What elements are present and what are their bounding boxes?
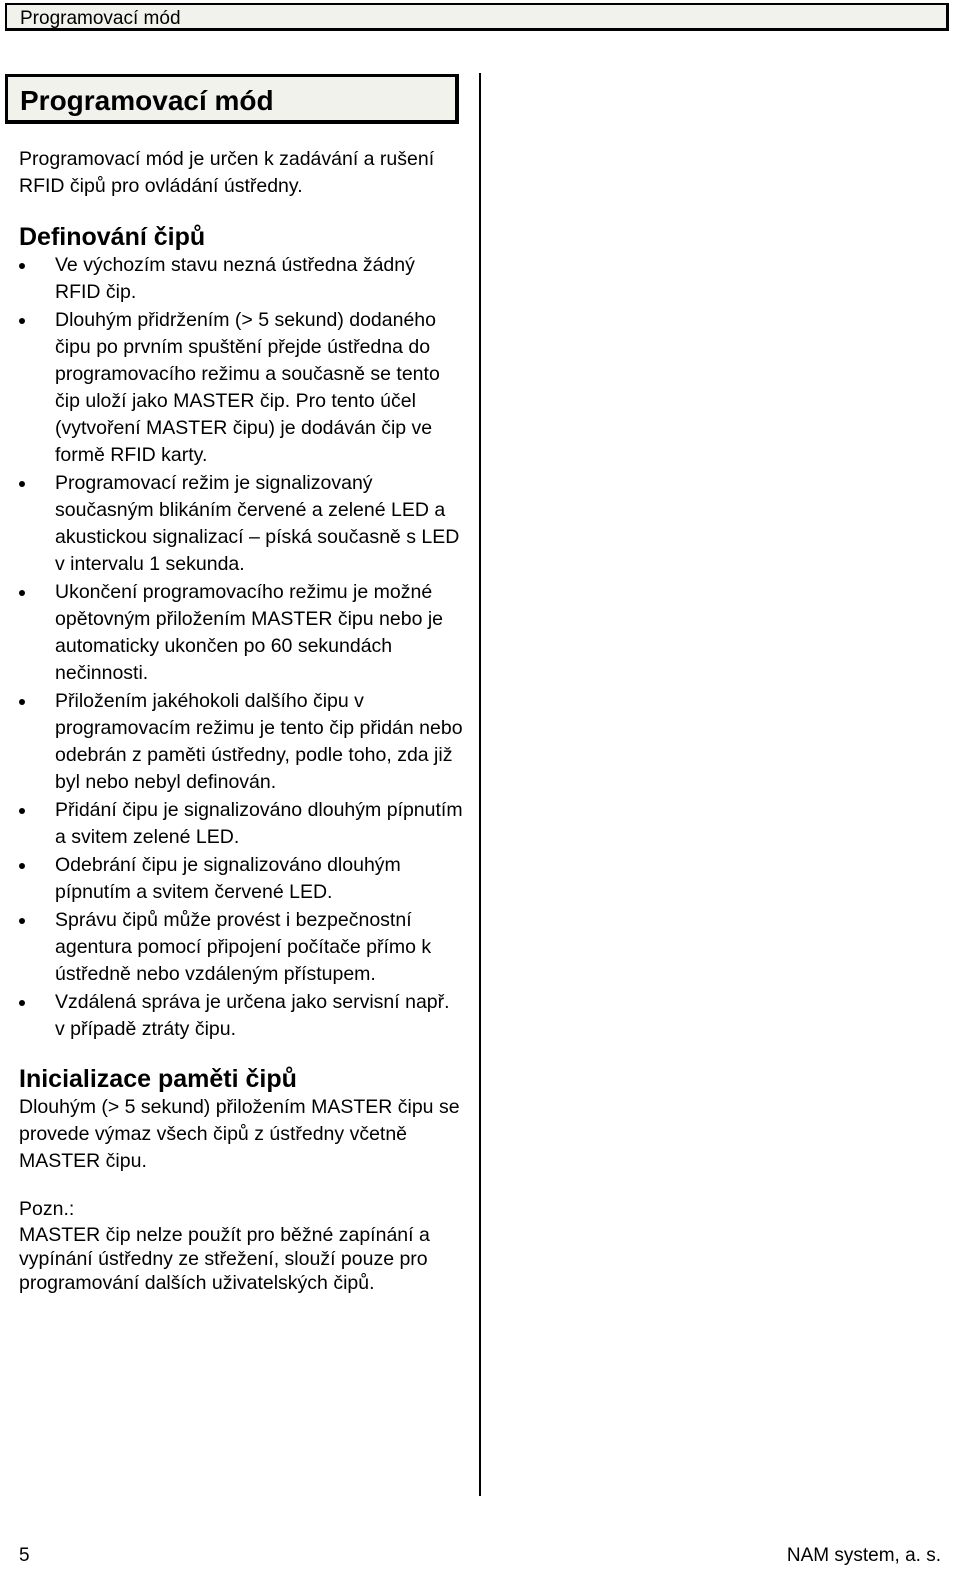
bullet-icon <box>19 918 25 924</box>
note-label: Pozn.: <box>19 1198 75 1220</box>
column-divider <box>479 73 481 1496</box>
footer-company: NAM system, a. s. <box>786 1545 941 1566</box>
bullet-list <box>19 252 464 1043</box>
list-item <box>19 307 464 469</box>
list-item-text: Správu čipů může provést i bezpečnostní agentura pomocí připojení počítače přímo k ústředně nebo vzdáleným přístupem. <box>55 909 432 985</box>
section2-paragraph: Dlouhým (> 5 sekund) přiložením MASTER čipu se provede výmaz všech čipů z ústředny včetně MASTER čipu. <box>19 1096 460 1172</box>
bullet-icon <box>19 808 25 814</box>
page-title-box <box>5 74 459 124</box>
bullet-icon <box>19 263 25 269</box>
bullet-icon <box>19 481 25 487</box>
list-item-text: Dlouhým přidržením (> 5 sekund) dodaného čipu po prvním spuštění přejde ústředna do programovacího režimu a současně se tento čip uloží jako MASTER čip. Pro tento účel (vytvoření MASTER čipu) je dodáván čip ve formě RFID karty. <box>55 309 440 466</box>
list-item <box>19 852 464 906</box>
section-heading-inicializace: Inicializace paměti čipů <box>19 1065 297 1093</box>
list-item <box>19 688 464 796</box>
list-item-text: Odebrání čipu je signalizováno dlouhým pípnutím a svitem červené LED. <box>55 854 401 903</box>
bullet-icon <box>19 863 25 869</box>
list-item-text: Programovací režim je signalizovaný současným blikáním červené a zelené LED a akustickou signalizací – píská současně s LED v intervalu 1 sekunda. <box>55 472 460 575</box>
page-title: Programovací mód <box>20 85 274 116</box>
list-item-text: Přiložením jakéhokoli dalšího čipu v programovacím režimu je tento čip přidán nebo odebrán z paměti ústředny, podle toho, zda již byl nebo nebyl definován. <box>55 690 463 793</box>
bullet-icon <box>19 699 25 705</box>
content-column <box>19 146 464 1295</box>
list-item <box>19 907 464 988</box>
section-heading-definovani: Definování čipů <box>19 223 206 251</box>
list-item <box>19 797 464 851</box>
list-item-text: Ve výchozím stavu nezná ústředna žádný RFID čip. <box>55 254 415 303</box>
intro-paragraph: Programovací mód je určen k zadávání a rušení RFID čipů pro ovládání ústředny. <box>19 148 435 197</box>
list-item-text: Ukončení programovacího režimu je možné opětovným přiložením MASTER čipu nebo je automaticky ukončen po 60 sekundách nečinnosti. <box>55 581 444 684</box>
note-text: MASTER čip nelze použít pro běžné zapínání a vypínání ústředny ze střežení, slouží pouze pro programování dalších uživatelských čipů. <box>19 1224 430 1294</box>
bullet-icon <box>19 318 25 324</box>
list-item <box>19 989 464 1043</box>
running-header <box>5 3 949 31</box>
list-item <box>19 579 464 687</box>
bullet-icon <box>19 1000 25 1006</box>
list-item <box>19 470 464 578</box>
list-item-text: Vzdálená správa je určena jako servisní např. v případě ztráty čipu. <box>55 991 450 1040</box>
page-number: 5 <box>19 1545 30 1566</box>
list-item <box>19 252 464 306</box>
bullet-icon <box>19 590 25 596</box>
list-item-text: Přidání čipu je signalizováno dlouhým pípnutím a svitem zelené LED. <box>55 799 463 848</box>
running-header-title: Programovací mód <box>20 8 181 29</box>
